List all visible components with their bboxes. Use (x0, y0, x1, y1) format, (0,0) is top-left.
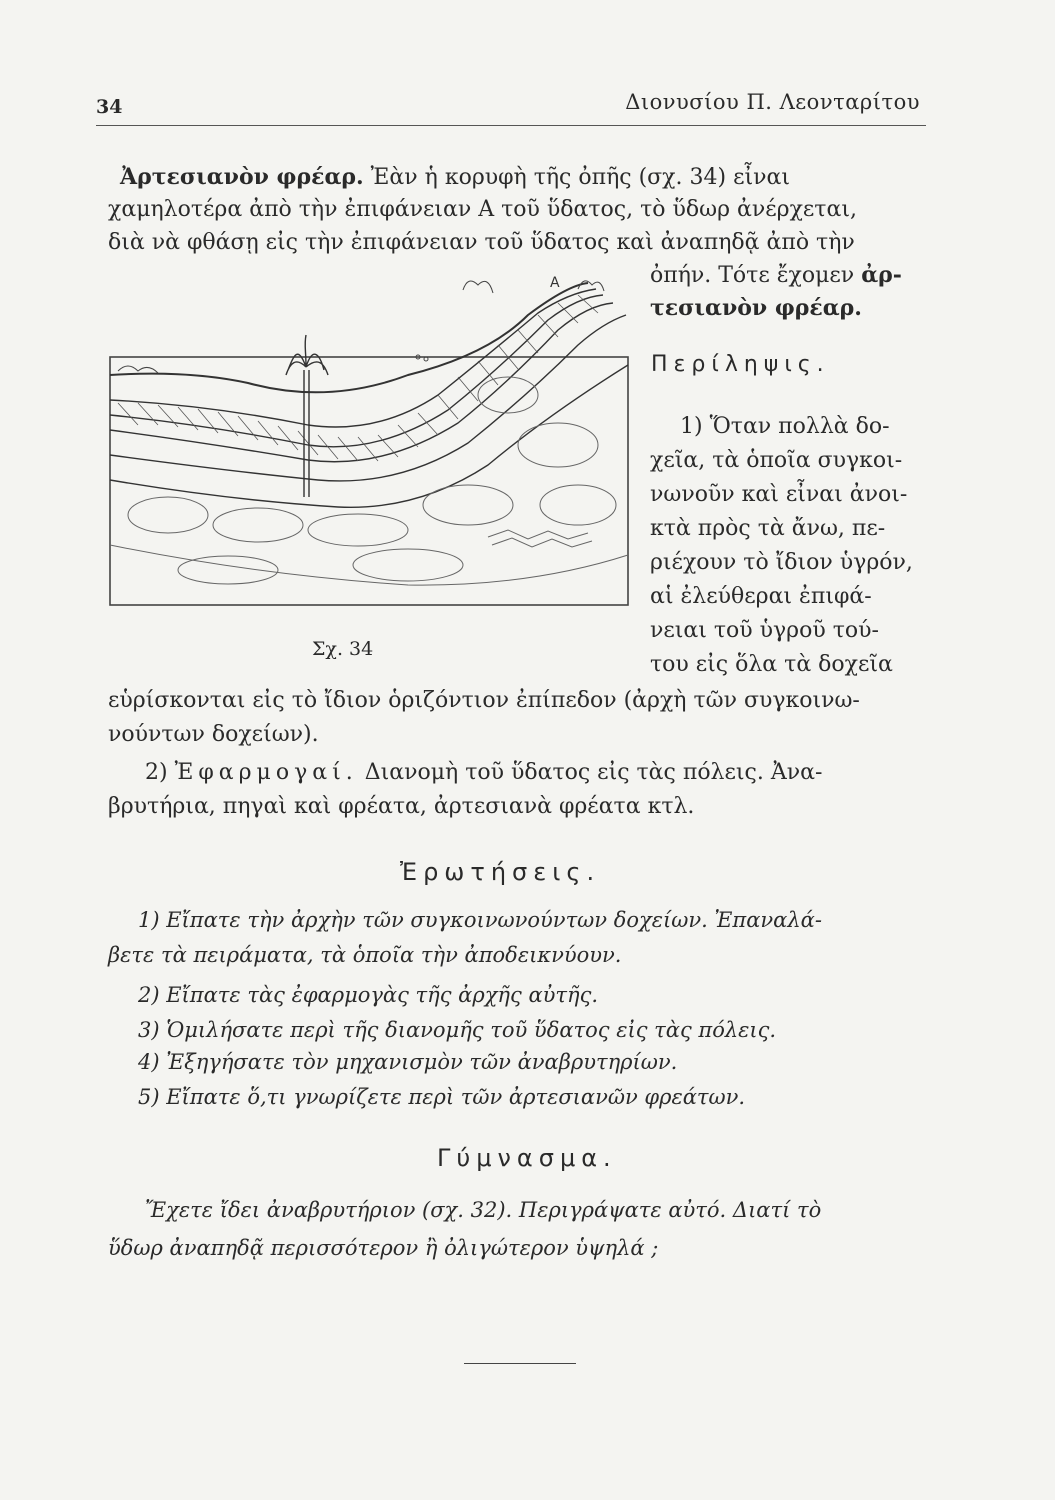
summary-item-2-line-2: βρυτήρια, πηγαὶ καὶ φρέατα, ἀρτεσιανὰ φρέατα κτλ. (108, 794, 695, 819)
figure-artesian-well-diagram (108, 275, 630, 630)
question-4: 4) Ἐξηγήσατε τὸν μηχανισμὸν τῶν ἀναβρυτηρίων. (138, 1050, 678, 1074)
figure-caption: Σχ. 34 (312, 638, 374, 660)
question-2: 2) Εἴπατε τὰς ἐφαρμογὰς τῆς ἀρχῆς αὐτῆς. (138, 983, 599, 1007)
summary-heading: Περίληψις. (651, 352, 830, 377)
term-artesian-part1: ἀρ- (861, 262, 902, 288)
running-header-author: Διονυσίου Π. Λεονταρίτου (625, 90, 920, 114)
intro-line-2: χαμηλοτέρα ἀπὸ τὴν ἐπιφάνειαν Α τοῦ ὕδατος, τὸ ὕδωρ ἀνέρχεται, (108, 197, 857, 222)
question-1-cont: βετε τὰ πειράματα, τὰ ὁποῖα τὴν ἀποδεικνύουν. (108, 943, 622, 967)
intro-line-1 (120, 162, 790, 193)
summary-full-line-2: νούντων δοχείων). (108, 722, 319, 747)
section-title-artesian-well: Ἀρτεσιανὸν φρέαρ. (120, 164, 364, 190)
intro-line-1-text: Ἐὰν ἡ κορυφὴ τῆς ὀπῆς (σχ. 34) εἶναι (363, 165, 790, 190)
summary-side-line-4: κτὰ πρὸς τὰ ἄνω, πε- (650, 516, 886, 541)
summary-item-2-label: Ἐφαρμογαί. (174, 760, 358, 785)
summary-side-line-7: νειαι τοῦ ὑγροῦ τού- (650, 618, 879, 643)
end-rule (464, 1363, 576, 1364)
figure-label-a: Α (550, 275, 560, 291)
summary-side-line-5: ριέχουν τὸ ἴδιον ὑγρόν, (650, 550, 913, 575)
exercise-line-2: ὕδωρ ἀναπηδᾷ περισσότερον ἢ ὀλιγώτερον ὑψηλά ; (108, 1236, 659, 1260)
question-3: 3) Ὁμιλήσατε περὶ τῆς διανομῆς τοῦ ὕδατος εἰς τὰς πόλεις. (138, 1018, 777, 1042)
summary-item-2-number: 2) (145, 760, 168, 785)
page-number: 34 (96, 96, 123, 118)
questions-heading: Ἐρωτήσεις. (400, 858, 601, 886)
summary-side-line-8: του εἰς ὅλα τὰ δοχεῖα (650, 652, 893, 677)
question-1: 1) Εἴπατε τὴν ἀρχὴν τῶν συγκοινωνούντων δοχείων. Ἐπαναλά- (138, 908, 822, 932)
summary-side-line-2: χεῖα, τὰ ὁποῖα συγκοι- (650, 448, 903, 473)
intro-line-3: διὰ νὰ φθάσῃ εἰς τὴν ἐπιφάνειαν τοῦ ὕδατος καὶ ἀναπηδᾷ ἀπὸ τὴν (108, 230, 855, 255)
question-5: 5) Εἴπατε ὅ,τι γνωρίζετε περὶ τῶν ἀρτεσιανῶν φρεάτων. (138, 1085, 746, 1109)
summary-side-line-6: αἱ ἐλεύθεραι ἐπιφά- (650, 584, 872, 609)
term-artesian-part2: τεσιανὸν φρέαρ. (650, 295, 862, 321)
exercise-line-1: Ἔχετε ἴδει ἀναβρυτήριον (σχ. 32). Περιγράψατε αὐτό. Διατί τὸ (145, 1198, 822, 1222)
intro-line-4-text: ὀπήν. Τότε ἔχομεν (650, 263, 855, 288)
header-rule (96, 125, 926, 126)
exercise-heading: Γύμνασμα. (437, 1144, 617, 1172)
summary-side-line-3: νωνοῦν καὶ εἶναι ἀνοι- (650, 482, 908, 507)
summary-item-2 (145, 758, 822, 788)
summary-side-line-1: 1) Ὅταν πολλὰ δο- (680, 414, 890, 439)
intro-line-4 (650, 260, 902, 291)
summary-item-2-text: Διανομὴ τοῦ ὕδατος εἰς τὰς πόλεις. Ἀνα- (357, 760, 823, 785)
summary-full-line-1: εὑρίσκονται εἰς τὸ ἴδιον ὁριζόντιον ἐπίπεδον (ἀρχὴ τῶν συγκοινω- (108, 688, 860, 713)
